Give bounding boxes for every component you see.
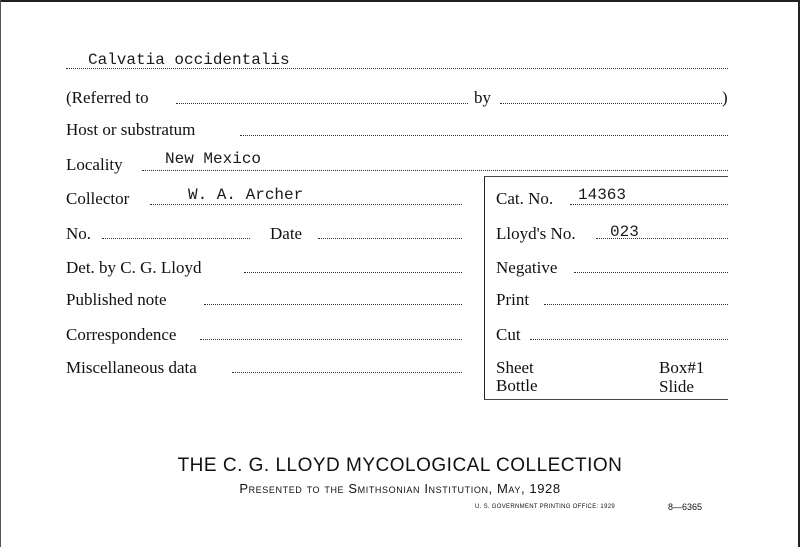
host-label: Host or substratum [66, 120, 196, 139]
collector-value: W. A. Archer [188, 186, 304, 204]
right-box-top-line [484, 176, 728, 177]
box-label-text: Box [659, 358, 688, 377]
card-top-edge [0, 0, 800, 2]
collector-label: Collector [66, 189, 130, 208]
published-note-label: Published note [66, 290, 167, 309]
misc-data-label: Miscellaneous data [66, 358, 197, 377]
lloyds-no-label: Lloyd's No. [496, 224, 576, 243]
box-value: #1 [687, 358, 705, 377]
right-box-bottom-line [484, 399, 728, 400]
column-divider [484, 176, 485, 400]
locality-line [142, 170, 728, 171]
lloyds-no-value: 023 [610, 223, 639, 241]
form-number: 8—6365 [668, 502, 703, 512]
lloyds-no-line [596, 238, 728, 239]
no-label: No. [66, 224, 92, 243]
referred-to-line [176, 103, 468, 104]
locality-value: New Mexico [165, 150, 262, 168]
det-by-label: Det. by C. G. Lloyd [66, 258, 202, 277]
specimen-name-line [66, 68, 728, 69]
print-label: Print [496, 290, 530, 309]
by-line [500, 103, 722, 104]
collection-title: THE C. G. LLOYD MYCOLOGICAL COLLECTION [177, 455, 623, 476]
published-note-line [204, 304, 462, 305]
date-line [318, 238, 462, 239]
referred-to-label: (Referred to [66, 88, 149, 107]
box-label [659, 359, 704, 376]
collector-line [150, 204, 462, 205]
specimen-name: Calvatia occidentalis [88, 51, 290, 69]
host-line [240, 135, 728, 136]
negative-label: Negative [496, 258, 558, 277]
det-by-line [244, 272, 462, 273]
print-line [544, 304, 728, 305]
slide-label: Slide [659, 377, 694, 396]
by-label: by [474, 88, 491, 107]
cut-label: Cut [496, 325, 521, 344]
no-line [102, 238, 250, 239]
bottle-label: Bottle [496, 376, 538, 395]
referred-close-paren: ) [722, 88, 728, 107]
correspondence-label: Correspondence [66, 325, 177, 344]
misc-data-line [232, 372, 462, 373]
cat-no-line [570, 204, 728, 205]
sheet-label: Sheet [496, 358, 534, 377]
date-label: Date [270, 224, 303, 243]
negative-line [574, 272, 728, 273]
printing-office-imprint: U. S. GOVERNMENT PRINTING OFFICE: 1929 [475, 504, 615, 510]
cat-no-label: Cat. No. [496, 189, 554, 208]
collection-subtitle: Presented to the Smithsonian Institution, May, 1928 [239, 481, 561, 496]
correspondence-line [200, 339, 462, 340]
cat-no-value: 14363 [578, 186, 627, 204]
cut-line [530, 339, 728, 340]
locality-label: Locality [66, 155, 123, 174]
